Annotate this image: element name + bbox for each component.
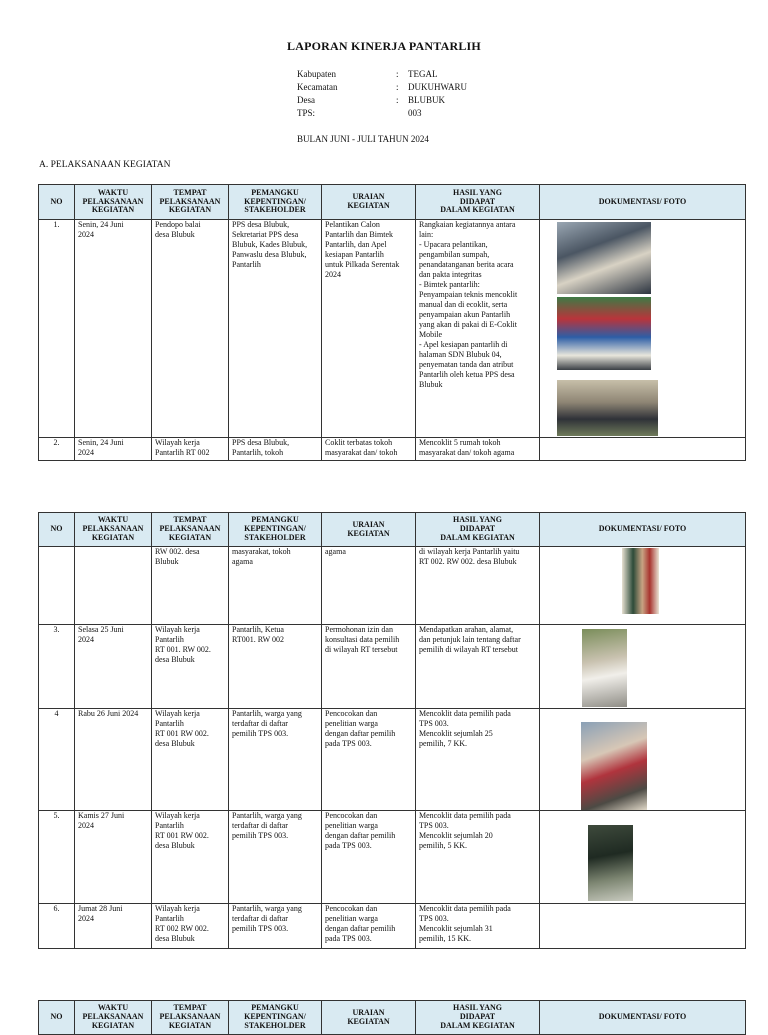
cell-line: URAIAN (352, 519, 385, 529)
cell-line: Pantarlih (155, 719, 184, 728)
header-no: NO (39, 185, 75, 220)
meta-sep (396, 107, 408, 120)
cell-line: Selasa 25 Juni (78, 625, 124, 634)
cell-line: Mencoklit sejumlah 31 (419, 924, 493, 933)
cell-line: KEGIATAN (91, 532, 135, 542)
table-row (39, 438, 746, 461)
cell-line: Pantarlih, dan Apel (325, 240, 387, 249)
cell-line: - Apel kesiapan pantarlih di (419, 340, 508, 349)
cell-line: Pencocokan dan (325, 904, 378, 913)
cell-line: dengan daftar pemilih (325, 831, 396, 840)
cell-waktu (75, 709, 152, 811)
cell-hasil (416, 811, 540, 904)
cell-no: 4 (39, 709, 75, 811)
cell-pemangku (229, 904, 322, 949)
cell-line: penyematan tanda dan atribut (419, 360, 514, 369)
cell-tempat (152, 709, 229, 811)
cell-line: KEGIATAN (347, 201, 390, 210)
photo-cell (540, 547, 746, 625)
table-row (39, 625, 746, 709)
cell-line: pemilih, 7 KK. (419, 739, 467, 748)
cell-no: 5. (39, 811, 75, 904)
header-hasil (416, 185, 540, 220)
cell-line: desa Blubuk (155, 739, 195, 748)
cell-pemangku (229, 811, 322, 904)
photo-apel (557, 380, 658, 436)
cell-line: PELAKSANAAN (82, 1012, 144, 1022)
cell-line: Pantarlih (155, 635, 184, 644)
photo-cell (540, 220, 746, 438)
cell-line: Pantarlih (232, 260, 261, 269)
cell-line: desa Blubuk (155, 934, 195, 943)
report-period: BULAN JUNI - JULI TAHUN 2024 (297, 134, 429, 144)
cell-line: penelitian warga (325, 821, 378, 830)
cell-waktu (75, 811, 152, 904)
header-waktu (75, 513, 152, 547)
cell-line: Pantarlih RT 002 (155, 448, 210, 457)
cell-uraian (322, 438, 416, 461)
cell-line: masyarakat dan/ tokoh agama (419, 448, 515, 457)
cell-line: kesiapan Pantarlih (325, 250, 384, 259)
cell-line: pada TPS 003. (325, 739, 372, 748)
cell-no: 1. (39, 220, 75, 438)
cell-line: dengan daftar pemilih (325, 729, 396, 738)
header-tempat (152, 1001, 229, 1035)
meta-sep: : (396, 95, 399, 105)
cell-line: Jumat 28 Juni (78, 904, 123, 913)
header-no: NO (39, 513, 75, 547)
cell-line: Mencoklit data pemilih pada (419, 709, 511, 718)
cell-line: yang akan di pakai di E-Coklit (419, 320, 517, 329)
cell-line: PELAKSANAAN (82, 196, 144, 206)
cell-line: KEGIATAN (168, 532, 212, 542)
header-dokumentasi: DOKUMENTASI/ FOTO (540, 185, 746, 220)
cell-line: RW 002. desa (155, 547, 200, 556)
cell-line: PEMANGKU (251, 187, 299, 197)
cell-line: Pantarlih (155, 914, 184, 923)
cell-line: Senin, 24 Juni (78, 220, 124, 229)
header-no: NO (39, 1001, 75, 1035)
cell-line: TEMPAT (173, 1003, 207, 1013)
cell-line: PEMANGKU (251, 1003, 299, 1013)
table-row (39, 547, 746, 625)
cell-line: KEPENTINGAN/ (244, 196, 306, 206)
cell-line: Kamis 27 Juni (78, 811, 125, 820)
cell-line: terdaftar di daftar (232, 719, 288, 728)
cell-line: masyarakat, tokoh (232, 547, 291, 556)
cell-line: 2024 (325, 270, 341, 279)
section-heading: A. PELAKSANAAN KEGIATAN (39, 160, 171, 170)
cell-line: konsultasi data pemilih (325, 635, 400, 644)
cell-line: TPS 003. (419, 821, 449, 830)
meta-value: DUKUHWARU (408, 82, 467, 92)
photo-cell (540, 904, 746, 949)
meta-label: Desa (297, 95, 315, 105)
cell-waktu (75, 547, 152, 625)
cell-line: pemilih, 15 KK. (419, 934, 471, 943)
cell-waktu (75, 438, 152, 461)
cell-uraian (322, 625, 416, 709)
cell-tempat (152, 547, 229, 625)
cell-line: PELAKSANAAN (159, 196, 221, 206)
cell-line: KEGIATAN (347, 528, 390, 538)
activity-table-2 (38, 512, 746, 949)
cell-line: TEMPAT (173, 187, 207, 197)
header-waktu (75, 185, 152, 220)
cell-line: dan petunjuk lain tentang daftar (419, 635, 521, 644)
table-header-row (39, 1001, 746, 1035)
header-pemangku (229, 513, 322, 547)
cell-line: untuk Pilkada Serentak (325, 260, 400, 269)
cell-pemangku (229, 220, 322, 438)
cell-line: Panwaslu desa Blubuk, (232, 250, 307, 259)
cell-line: pada TPS 003. (325, 841, 372, 850)
cell-line: TPS 003. (419, 914, 449, 923)
cell-line: di wilayah RT tersebut (325, 645, 398, 654)
cell-line: WAKTU (97, 1003, 129, 1013)
cell-line: KEGIATAN (168, 1020, 212, 1030)
cell-line: pemilih TPS 003. (232, 831, 289, 840)
cell-line: masyarakat dan/ tokoh (325, 448, 398, 457)
cell-line: pemilih di wilayah RT tersebut (419, 645, 518, 654)
photo-coklit-27-juni (588, 825, 633, 901)
cell-line: KEPENTINGAN/ (244, 524, 306, 534)
cell-waktu (75, 904, 152, 949)
meta-row-kecamatan (297, 81, 467, 94)
cell-uraian (322, 904, 416, 949)
cell-line: TEMPAT (173, 515, 207, 525)
cell-line: Penyampaian teknis mencoklit (419, 290, 518, 299)
cell-line: RT 002 RW 002. (155, 924, 209, 933)
cell-line: dengan daftar pemilih (325, 924, 396, 933)
cell-line: KEGIATAN (168, 205, 212, 215)
cell-line: KEGIATAN (91, 1020, 135, 1030)
cell-line: 2024 (78, 914, 94, 923)
cell-line: DIDAPAT (459, 524, 496, 534)
cell-line: KEGIATAN (91, 205, 135, 215)
cell-line: RT001. RW 002 (232, 635, 285, 644)
cell-line: pemilih TPS 003. (232, 729, 289, 738)
cell-line: Coklit terbatas tokoh (325, 438, 393, 447)
cell-line: Mendapatkan arahan, alamat, (419, 625, 514, 634)
cell-line: di wilayah kerja Pantarlih yaitu (419, 547, 520, 556)
photo-cell (540, 811, 746, 904)
cell-uraian (322, 547, 416, 625)
cell-line: HASIL YANG (453, 187, 502, 197)
photo-cell (540, 625, 746, 709)
cell-line: RT 002. RW 002. desa Blubuk (419, 557, 517, 566)
cell-line: Pantarlih dan Bimtek (325, 230, 393, 239)
cell-line: pemilih TPS 003. (232, 924, 289, 933)
cell-line: Mencoklit sejumlah 20 (419, 831, 493, 840)
header-tempat (152, 513, 229, 547)
cell-no (39, 547, 75, 625)
cell-line: Rabu 26 Juni 2024 (78, 709, 139, 718)
cell-line: dan pakta integritas (419, 270, 482, 279)
cell-line: Blubuk, Kades Blubuk, (232, 240, 308, 249)
cell-waktu (75, 625, 152, 709)
cell-line: desa Blubuk (155, 841, 195, 850)
meta-label: TPS: (297, 108, 316, 118)
cell-line: 2024 (78, 635, 94, 644)
cell-line: Pelantikan Calon (325, 220, 380, 229)
header-pemangku (229, 1001, 322, 1035)
cell-pemangku (229, 625, 322, 709)
photo-cell (540, 438, 746, 461)
cell-line: halaman SDN Blubuk 04, (419, 350, 502, 359)
photo-bimtek (557, 297, 651, 370)
table-row (39, 811, 746, 904)
cell-line: 2024 (78, 230, 94, 239)
cell-line: PPS desa Blubuk, (232, 438, 290, 447)
cell-line: RT 001 RW 002. (155, 831, 209, 840)
cell-line: DALAM KEGIATAN (440, 205, 515, 215)
cell-line: terdaftar di daftar (232, 914, 288, 923)
cell-line: PELAKSANAAN (159, 524, 221, 534)
meta-sep: : (396, 82, 399, 92)
cell-hasil (416, 709, 540, 811)
cell-line: DIDAPAT (459, 196, 496, 206)
cell-tempat (152, 904, 229, 949)
cell-line: Pencocokan dan (325, 811, 378, 820)
cell-line: Pantarlih (155, 821, 184, 830)
table-row (39, 904, 746, 949)
cell-line: KEPENTINGAN/ (244, 1012, 306, 1022)
meta-sep: : (396, 69, 399, 79)
meta-row-kabupaten (297, 68, 467, 81)
cell-line: Wilayah kerja (155, 438, 200, 447)
header-dokumentasi: DOKUMENTASI/ FOTO (540, 1001, 746, 1035)
cell-line: Mencoklit 5 rumah tokoh (419, 438, 501, 447)
cell-line: Pantarlih, warga yang (232, 904, 302, 913)
cell-uraian (322, 220, 416, 438)
cell-line: URAIAN (352, 1007, 385, 1017)
cell-line: agama (232, 557, 253, 566)
cell-line: penyampaian akun Pantarlih (419, 310, 511, 319)
cell-line: pengambilan sumpah, (419, 250, 490, 259)
cell-line: Sekretariat PPS desa (232, 230, 299, 239)
cell-line: Pencocokan dan (325, 709, 378, 718)
cell-line: desa Blubuk (155, 655, 195, 664)
meta-row-tps (297, 107, 467, 120)
cell-tempat (152, 811, 229, 904)
meta-value: 003 (408, 108, 422, 118)
cell-line: Pantarlih oleh ketua PPS desa (419, 370, 515, 379)
photo-coklit-26-juni (581, 722, 647, 810)
meta-value: TEGAL (408, 69, 438, 79)
cell-line: HASIL YANG (453, 515, 502, 525)
cell-line: PPS desa Blubuk, (232, 220, 290, 229)
cell-line: - Bimtek pantarlih: (419, 280, 480, 289)
header-uraian (322, 1001, 416, 1035)
cell-line: Pantarlih, Ketua (232, 625, 284, 634)
cell-line: - Upacara pelantikan, (419, 240, 488, 249)
cell-hasil (416, 438, 540, 461)
cell-line: WAKTU (97, 515, 129, 525)
table-header-row (39, 185, 746, 220)
cell-no: 2. (39, 438, 75, 461)
cell-line: 2024 (78, 448, 94, 457)
cell-line: STAKEHOLDER (244, 1020, 306, 1030)
cell-line: PELAKSANAAN (82, 524, 144, 534)
cell-line: WAKTU (97, 187, 129, 197)
report-meta (297, 68, 467, 120)
table-row (39, 709, 746, 811)
cell-line: lain: (419, 230, 434, 239)
header-pemangku (229, 185, 322, 220)
table-header-row (39, 513, 746, 547)
cell-line: DIDAPAT (459, 1012, 496, 1022)
cell-line: KEGIATAN (347, 1016, 390, 1026)
photo-coklit-tokoh (622, 548, 659, 614)
cell-line: Mobile (419, 330, 443, 339)
cell-line: penelitian warga (325, 719, 378, 728)
cell-line: PELAKSANAAN (159, 1012, 221, 1022)
cell-line: Pantarlih, tokoh (232, 448, 284, 457)
cell-line: Mencoklit data pemilih pada (419, 904, 511, 913)
cell-line: penandatanganan berita acara (419, 260, 514, 269)
cell-no: 6. (39, 904, 75, 949)
header-dokumentasi: DOKUMENTASI/ FOTO (540, 513, 746, 547)
cell-uraian (322, 709, 416, 811)
cell-hasil (416, 547, 540, 625)
cell-hasil (416, 904, 540, 949)
activity-table-1 (38, 184, 746, 461)
cell-line: TPS 003. (419, 719, 449, 728)
cell-tempat (152, 438, 229, 461)
cell-line: Pantarlih, warga yang (232, 709, 302, 718)
cell-tempat (152, 625, 229, 709)
cell-line: STAKEHOLDER (244, 532, 306, 542)
cell-line: Blubuk (155, 557, 179, 566)
header-waktu (75, 1001, 152, 1035)
header-hasil (416, 513, 540, 547)
cell-line: STAKEHOLDER (244, 205, 306, 215)
cell-line: desa Blubuk (155, 230, 195, 239)
header-hasil (416, 1001, 540, 1035)
cell-line: Mencoklit sejumlah 25 (419, 729, 493, 738)
cell-line: penelitian warga (325, 914, 378, 923)
meta-label: Kecamatan (297, 82, 338, 92)
photo-pelantikan (557, 222, 651, 294)
meta-row-desa (297, 94, 467, 107)
cell-line: RT 001 RW 002. (155, 729, 209, 738)
cell-line: agama (325, 547, 346, 556)
cell-line: HASIL YANG (453, 1003, 502, 1013)
cell-no: 3. (39, 625, 75, 709)
cell-line: Mencoklit data pemilih pada (419, 811, 511, 820)
cell-line: Senin, 24 Juni (78, 438, 124, 447)
cell-line: Rangkaian kegiatannya antara (419, 220, 516, 229)
cell-line: Wilayah kerja (155, 904, 200, 913)
header-uraian (322, 513, 416, 547)
cell-line: pada TPS 003. (325, 934, 372, 943)
cell-line: PEMANGKU (251, 515, 299, 525)
cell-line: manual dan di ecoklit, serta (419, 300, 508, 309)
cell-line: URAIAN (352, 192, 385, 202)
cell-tempat (152, 220, 229, 438)
table-row (39, 220, 746, 438)
meta-label: Kabupaten (297, 69, 336, 79)
cell-pemangku (229, 547, 322, 625)
cell-line: Blubuk (419, 380, 443, 389)
cell-line: terdaftar di daftar (232, 821, 288, 830)
header-tempat (152, 185, 229, 220)
cell-line: Pendopo balai (155, 220, 201, 229)
cell-line: Wilayah kerja (155, 625, 200, 634)
cell-line: Wilayah kerja (155, 811, 200, 820)
cell-line: DALAM KEGIATAN (440, 1020, 515, 1030)
activity-table-3 (38, 1000, 746, 1035)
header-uraian (322, 185, 416, 220)
cell-hasil (416, 625, 540, 709)
cell-line: Permohonan izin dan (325, 625, 393, 634)
meta-value: BLUBUK (408, 95, 446, 105)
cell-line: 2024 (78, 821, 94, 830)
cell-line: Pantarlih, warga yang (232, 811, 302, 820)
cell-waktu (75, 220, 152, 438)
cell-line: DALAM KEGIATAN (440, 532, 515, 542)
cell-pemangku (229, 709, 322, 811)
cell-line: RT 001. RW 002. (155, 645, 211, 654)
cell-line: Wilayah kerja (155, 709, 200, 718)
photo-cell (540, 709, 746, 811)
cell-pemangku (229, 438, 322, 461)
photo-konsultasi-rt (582, 629, 627, 707)
cell-line: pemilih, 5 KK. (419, 841, 467, 850)
cell-hasil (416, 220, 540, 438)
report-title: LAPORAN KINERJA PANTARLIH (287, 39, 481, 53)
cell-uraian (322, 811, 416, 904)
